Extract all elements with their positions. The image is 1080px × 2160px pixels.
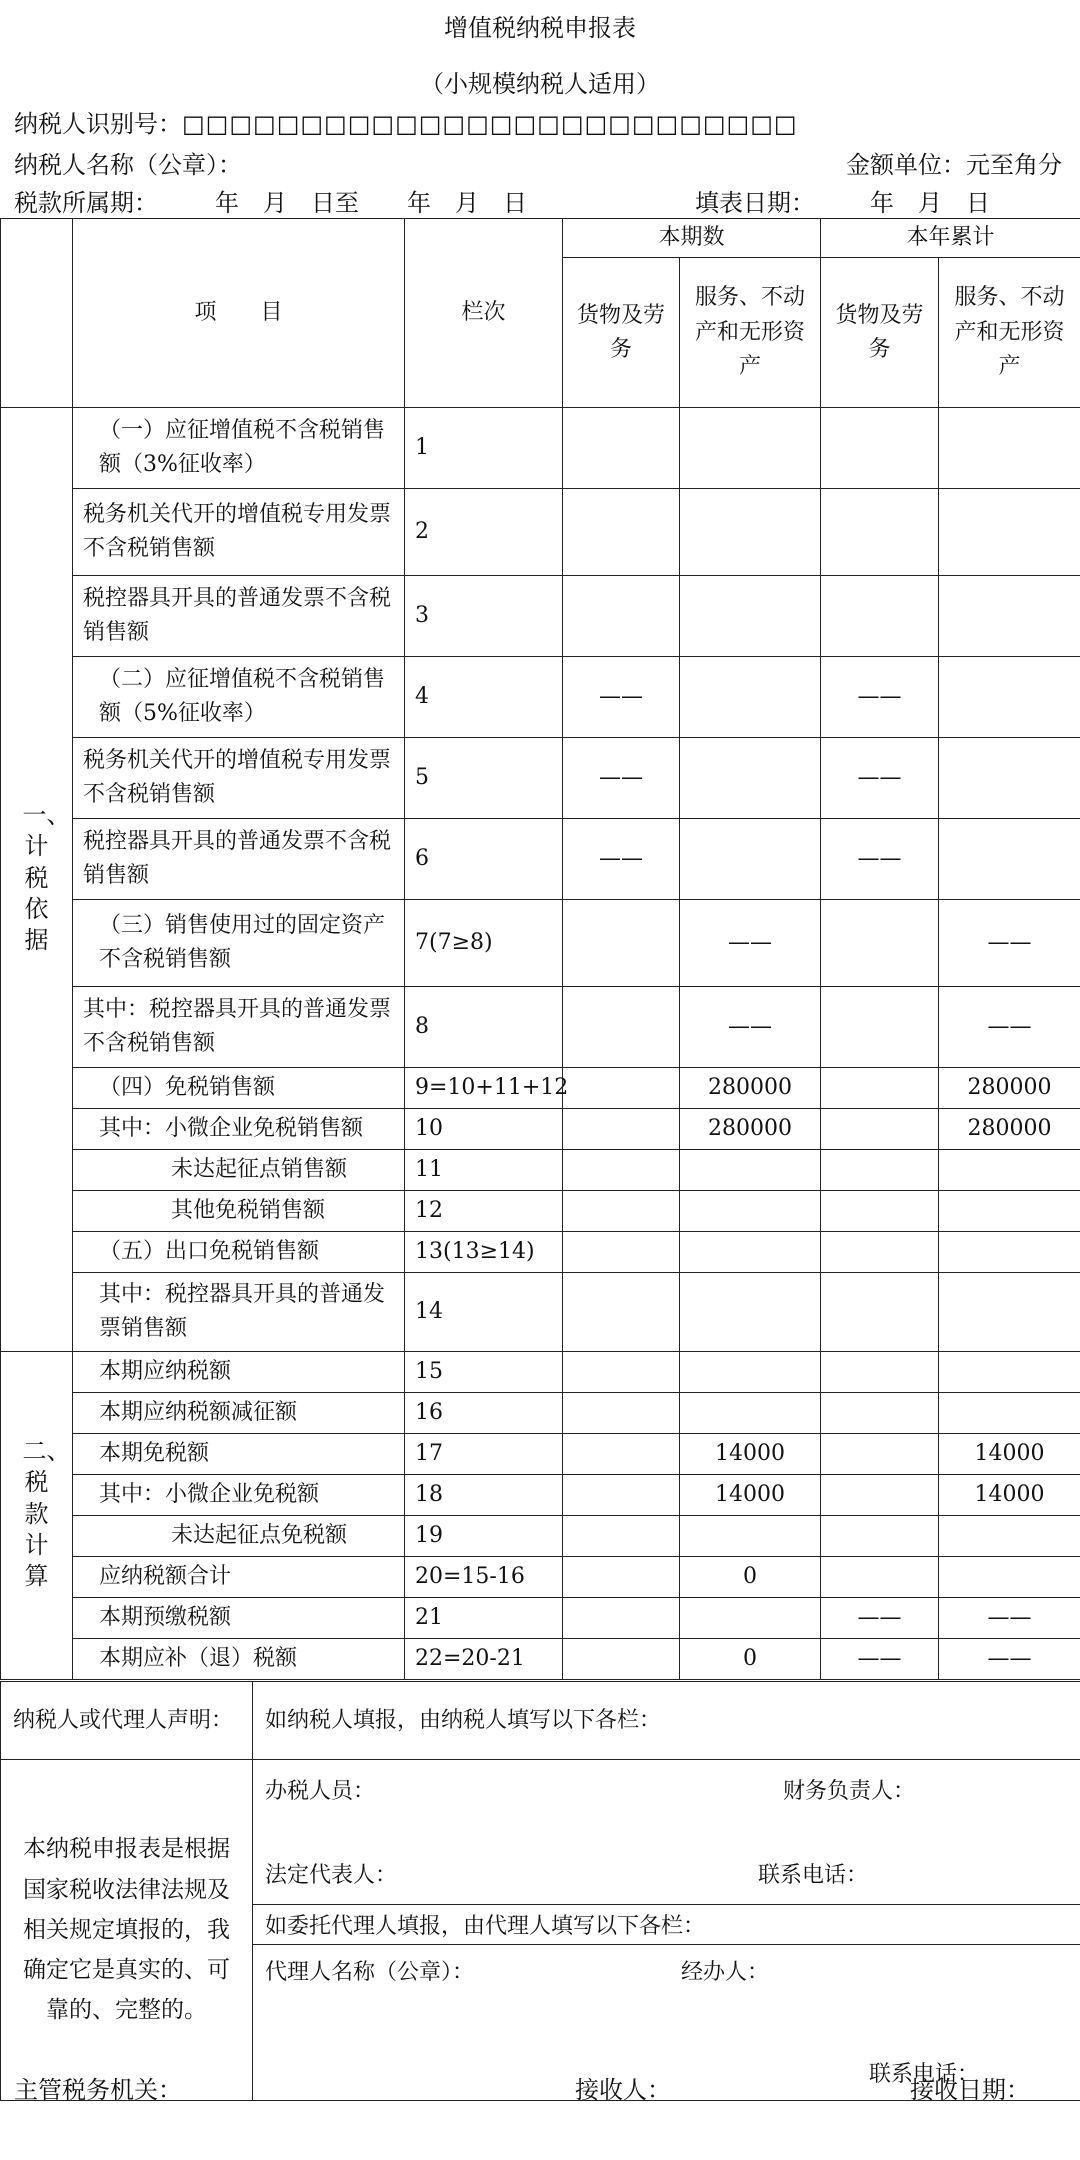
current-goods-cell[interactable]: [563, 1232, 680, 1273]
fill-date-label: 填表日期：: [695, 189, 815, 217]
ytd-goods-cell[interactable]: [821, 1109, 939, 1150]
table-row: [1, 1434, 1080, 1475]
period-label: 税款所属期：: [14, 189, 158, 217]
current-services-cell[interactable]: [680, 1393, 821, 1434]
table-row: [1, 576, 1080, 657]
row-label: 本期应补（退）税额: [73, 1639, 405, 1680]
row-label: 其中：小微企业免税销售额: [73, 1109, 405, 1150]
current-services-cell[interactable]: 280000: [680, 1109, 821, 1150]
row-line-number: 20=15-16: [405, 1557, 563, 1598]
current-goods-cell[interactable]: [563, 1557, 680, 1598]
current-goods-cell[interactable]: [563, 1639, 680, 1680]
current-goods-cell[interactable]: [563, 576, 680, 657]
ytd-services-cell[interactable]: [939, 1273, 1080, 1352]
declaration-row-1: [1, 1682, 1080, 1760]
agent-name-label[interactable]: 代理人名称（公章）：: [265, 1960, 475, 1985]
current-services-cell[interactable]: 14000: [680, 1434, 821, 1475]
taxpayer-id-boxes[interactable]: □□□□□□□□□□□□□□□□□□□□□□□□□□: [182, 110, 798, 138]
current-goods-cell[interactable]: [563, 1273, 680, 1352]
current-goods-cell[interactable]: [563, 1150, 680, 1191]
current-services-cell[interactable]: ——: [680, 987, 821, 1068]
current-services-cell[interactable]: [680, 1273, 821, 1352]
table-row: [1, 1068, 1080, 1109]
row-line-number: 4: [405, 657, 563, 738]
row-label: （四）免税销售额: [73, 1068, 405, 1109]
current-services-cell[interactable]: [680, 408, 821, 489]
row-line-number: 9=10+11+12: [405, 1068, 563, 1109]
ytd-services-cell[interactable]: ——: [939, 1598, 1080, 1639]
col-header-ytd: 本年累计: [821, 219, 1080, 258]
row-line-number: 11: [405, 1150, 563, 1191]
ytd-services-cell[interactable]: [939, 1516, 1080, 1557]
ytd-goods-cell[interactable]: [821, 1191, 939, 1232]
current-services-cell[interactable]: 14000: [680, 1475, 821, 1516]
agent-fill-note: 如委托代理人填报，由代理人填写以下各栏：: [253, 1905, 1080, 1945]
current-goods-cell[interactable]: ——: [563, 657, 680, 738]
ytd-goods-cell[interactable]: [821, 1393, 939, 1434]
main-table: [0, 218, 1080, 1680]
current-goods-cell[interactable]: [563, 1393, 680, 1434]
current-services-cell[interactable]: [680, 657, 821, 738]
ytd-services-cell[interactable]: [939, 657, 1080, 738]
row-line-number: 8: [405, 987, 563, 1068]
current-services-cell[interactable]: [680, 1150, 821, 1191]
row-label: 税控器具开具的普通发票不含税销售额: [73, 819, 405, 900]
ytd-goods-cell[interactable]: [821, 1232, 939, 1273]
self-fill-block: [253, 1760, 1080, 1905]
table-row: [1, 1150, 1080, 1191]
ytd-goods-cell[interactable]: [821, 900, 939, 987]
ytd-services-cell[interactable]: [939, 576, 1080, 657]
declaration-table: [0, 1681, 1080, 2101]
corner-cell: [1, 219, 73, 408]
current-goods-cell[interactable]: [563, 408, 680, 489]
row-label: 其中：税控器具开具的普通发票销售额: [73, 1273, 405, 1352]
agent-phone-label[interactable]: 联系电话：: [869, 2062, 980, 2087]
ytd-services-cell[interactable]: [939, 1232, 1080, 1273]
row-label: （二）应征增值税不含税销售额（5%征收率）: [73, 657, 405, 738]
current-services-cell[interactable]: [680, 576, 821, 657]
row-line-number: 6: [405, 819, 563, 900]
table-row: [1, 1109, 1080, 1150]
row-line-number: 2: [405, 489, 563, 576]
period-value: 年 月 日至 年 月 日: [215, 189, 527, 217]
row-line-number: 13(13≥14): [405, 1232, 563, 1273]
ytd-goods-cell[interactable]: [821, 1273, 939, 1352]
table-row: [1, 900, 1080, 987]
table-row: [1, 1232, 1080, 1273]
ytd-services-cell[interactable]: [939, 1393, 1080, 1434]
current-services-cell[interactable]: [680, 738, 821, 819]
row-label: 应纳税额合计: [73, 1557, 405, 1598]
ytd-services-cell[interactable]: ——: [939, 987, 1080, 1068]
handler-label[interactable]: 办税人员：: [265, 1779, 376, 1804]
section-basis: [1, 408, 73, 1352]
ytd-services-cell[interactable]: [939, 1557, 1080, 1598]
row-label: （一）应征增值税不含税销售额（3%征收率）: [73, 408, 405, 489]
ytd-services-cell[interactable]: [939, 1191, 1080, 1232]
legal-rep-label[interactable]: 法定代表人：: [265, 1863, 398, 1888]
ytd-services-cell[interactable]: 14000: [939, 1434, 1080, 1475]
ytd-goods-cell[interactable]: [821, 1150, 939, 1191]
row-line-number: 15: [405, 1352, 563, 1393]
ytd-goods-cell[interactable]: [821, 1475, 939, 1516]
current-services-cell[interactable]: [680, 819, 821, 900]
receiver-label: 接收人：: [575, 2076, 671, 2104]
ytd-goods-cell[interactable]: [821, 1068, 939, 1109]
declaration-label: 纳税人或代理人声明：: [1, 1682, 253, 1760]
ytd-goods-cell[interactable]: ——: [821, 738, 939, 819]
table-row: [1, 1516, 1080, 1557]
row-line-number: 19: [405, 1516, 563, 1557]
table-row: [1, 738, 1080, 819]
section-label: 一、计税依据: [22, 801, 71, 954]
table-row: [1, 1557, 1080, 1598]
col-header-current-services: 服务、不动产和无形资产: [680, 258, 821, 408]
ytd-goods-cell[interactable]: [821, 408, 939, 489]
current-goods-cell[interactable]: [563, 1598, 680, 1639]
table-row: [1, 1352, 1080, 1393]
table-row: [1, 1393, 1080, 1434]
row-label: 本期应纳税额减征额: [73, 1393, 405, 1434]
row-label: 其中：小微企业免税额: [73, 1475, 405, 1516]
current-services-cell[interactable]: [680, 1516, 821, 1557]
row-label: （五）出口免税销售额: [73, 1232, 405, 1273]
row-line-number: 7(7≥8): [405, 900, 563, 987]
table-row: [1, 1598, 1080, 1639]
row-line-number: 12: [405, 1191, 563, 1232]
row-label: 其中：税控器具开具的普通发票不含税销售额: [73, 987, 405, 1068]
row-line-number: 18: [405, 1475, 563, 1516]
current-services-cell[interactable]: ——: [680, 900, 821, 987]
col-header-item: 项 目: [73, 219, 405, 408]
row-label: （三）销售使用过的固定资产不含税销售额: [73, 900, 405, 987]
row-label: 未达起征点免税额: [73, 1516, 405, 1557]
ytd-services-cell[interactable]: 14000: [939, 1475, 1080, 1516]
ytd-goods-cell[interactable]: [821, 489, 939, 576]
table-row: [1, 819, 1080, 900]
current-services-cell[interactable]: [680, 1232, 821, 1273]
header-row-top: [1, 219, 1080, 258]
ytd-goods-cell[interactable]: [821, 1516, 939, 1557]
row-line-number: 22=20-21: [405, 1639, 563, 1680]
current-goods-cell[interactable]: [563, 1516, 680, 1557]
ytd-goods-cell[interactable]: ——: [821, 1639, 939, 1680]
receive-date-label: 接收日期：: [910, 2076, 1030, 2104]
row-label: 税务机关代开的增值税专用发票不含税销售额: [73, 738, 405, 819]
row-line-number: 3: [405, 576, 563, 657]
ytd-services-cell[interactable]: [939, 408, 1080, 489]
ytd-services-cell[interactable]: ——: [939, 900, 1080, 987]
table-row: [1, 657, 1080, 738]
ytd-services-cell[interactable]: [939, 489, 1080, 576]
ytd-goods-cell[interactable]: ——: [821, 657, 939, 738]
table-row: [1, 489, 1080, 576]
ytd-goods-cell[interactable]: ——: [821, 1598, 939, 1639]
ytd-services-cell[interactable]: [939, 1150, 1080, 1191]
current-services-cell[interactable]: [680, 1191, 821, 1232]
ytd-services-cell[interactable]: ——: [939, 1639, 1080, 1680]
row-line-number: 5: [405, 738, 563, 819]
current-goods-cell[interactable]: [563, 900, 680, 987]
ytd-goods-cell[interactable]: ——: [821, 819, 939, 900]
taxpayer-name-label: 纳税人名称（公章）：: [14, 151, 242, 179]
ytd-services-cell[interactable]: [939, 819, 1080, 900]
row-line-number: 17: [405, 1434, 563, 1475]
ytd-services-cell[interactable]: [939, 1352, 1080, 1393]
current-goods-cell[interactable]: ——: [563, 738, 680, 819]
self-fill-note: 如纳税人填报，由纳税人填写以下各栏：: [253, 1682, 1080, 1760]
current-goods-cell[interactable]: [563, 489, 680, 576]
current-goods-cell[interactable]: [563, 987, 680, 1068]
row-label: 本期应纳税额: [73, 1352, 405, 1393]
ytd-goods-cell[interactable]: [821, 1434, 939, 1475]
current-goods-cell[interactable]: [563, 1475, 680, 1516]
current-goods-cell[interactable]: [563, 1434, 680, 1475]
col-header-ytd-goods: 货物及劳务: [821, 258, 939, 408]
current-services-cell[interactable]: [680, 1352, 821, 1393]
declaration-row-2: [1, 1760, 1080, 2101]
current-goods-cell[interactable]: ——: [563, 819, 680, 900]
current-goods-cell[interactable]: [563, 1352, 680, 1393]
table-row: [1, 987, 1080, 1068]
row-line-number: 10: [405, 1109, 563, 1150]
current-goods-cell[interactable]: [563, 1191, 680, 1232]
col-header-current: 本期数: [563, 219, 821, 258]
ytd-goods-cell[interactable]: [821, 576, 939, 657]
row-label: 本期免税额: [73, 1434, 405, 1475]
phone-label[interactable]: 联系电话：: [758, 1863, 869, 1888]
table-row: [1, 1191, 1080, 1232]
row-label: 未达起征点销售额: [73, 1150, 405, 1191]
ytd-services-cell[interactable]: 280000: [939, 1109, 1080, 1150]
row-label: 本期预缴税额: [73, 1598, 405, 1639]
row-label: 税务机关代开的增值税专用发票不含税销售额: [73, 489, 405, 576]
taxpayer-id-row: [14, 104, 798, 139]
ytd-goods-cell[interactable]: [821, 1352, 939, 1393]
declaration-statement: 本纳税申报表是根据国家税收法律法规及相关规定填报的，我确定它是真实的、可靠的、完整的。: [1, 1760, 253, 2101]
current-services-cell[interactable]: 0: [680, 1639, 821, 1680]
ytd-services-cell[interactable]: 280000: [939, 1068, 1080, 1109]
taxpayer-id-label: 纳税人识别号：: [14, 110, 182, 138]
current-services-cell[interactable]: [680, 1598, 821, 1639]
section-calculation: [1, 1352, 73, 1680]
current-goods-cell[interactable]: [563, 1109, 680, 1150]
table-row: [1, 1273, 1080, 1352]
finance-head-label[interactable]: 财务负责人：: [783, 1779, 916, 1804]
row-label: 其他免税销售额: [73, 1191, 405, 1232]
operator-label[interactable]: 经办人：: [681, 1960, 770, 1985]
current-services-cell[interactable]: [680, 489, 821, 576]
row-line-number: 1: [405, 408, 563, 489]
col-header-line: 栏次: [405, 219, 563, 408]
current-services-cell[interactable]: 280000: [680, 1068, 821, 1109]
table-row: [1, 408, 1080, 489]
amount-unit: 金额单位：元至角分: [846, 151, 1062, 179]
section-label: 二、税款计算: [22, 1437, 71, 1590]
row-line-number: 21: [405, 1598, 563, 1639]
form-subtitle: （小规模纳税人适用）: [420, 70, 660, 98]
ytd-goods-cell[interactable]: [821, 987, 939, 1068]
current-goods-cell[interactable]: [563, 1068, 680, 1109]
row-label: 税控器具开具的普通发票不含税销售额: [73, 576, 405, 657]
row-line-number: 14: [405, 1273, 563, 1352]
current-services-cell[interactable]: 0: [680, 1557, 821, 1598]
table-row: [1, 1475, 1080, 1516]
ytd-goods-cell[interactable]: [821, 1557, 939, 1598]
row-line-number: 16: [405, 1393, 563, 1434]
ytd-services-cell[interactable]: [939, 738, 1080, 819]
table-row: [1, 1639, 1080, 1680]
form-title: 增值税纳税申报表: [444, 14, 636, 42]
declaration-fields: [253, 1760, 1080, 2101]
col-header-current-goods: 货物及劳务: [563, 258, 680, 408]
col-header-ytd-services: 服务、不动产和无形资产: [939, 258, 1080, 408]
tax-authority-label: 主管税务机关：: [14, 2076, 182, 2104]
fill-date-value: 年 月 日: [870, 189, 990, 217]
